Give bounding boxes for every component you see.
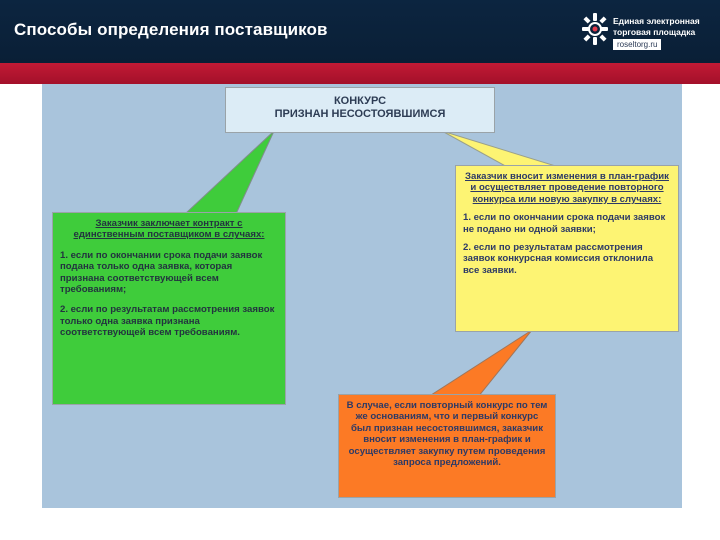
- connector-title-to-green: [185, 131, 274, 214]
- page-title: Способы определения поставщиков: [14, 20, 328, 39]
- yellow-box-item-1: 1. если по окончании срока подачи заявок не подано ни одной заявки;: [463, 212, 666, 235]
- yellow-box-heading: Заказчик вносит изменения в план-график и осуществляет проведение повторного конкурса или новую закупку в случаях:: [465, 171, 669, 205]
- single-supplier-box: [52, 212, 286, 405]
- orange-box-text: В случае, если повторный конкурс по тем же основаниям, что и первый конкурс был признан несостоявшимся, заказчик вносит изменения в план-график и осуществляет закупку путем проведения запроса предложений.: [346, 400, 548, 469]
- green-box-item-2: 2. если по результатам рассмотрения заявок только одна заявка признана соответствующей всем требованиям.: [60, 304, 275, 339]
- logo-line-2: торговая площадка: [613, 27, 696, 37]
- title-line-2: ПРИЗНАН НЕСОСТОЯВШИМСЯ: [274, 108, 446, 120]
- logo-url[interactable]: roseltorg.ru: [613, 39, 661, 50]
- logo-line-1: Единая электронная: [613, 16, 700, 26]
- green-box-item-1: 1. если по окончании срока подачи заявок подана только одна заявка, которая признана соответствующей всем требованиям;: [60, 249, 263, 296]
- yellow-box-item-2: 2. если по результатам рассмотрения заявок конкурсная комиссия отклонила все заявки.: [463, 242, 654, 276]
- repeat-tender-box: [455, 165, 679, 332]
- contest-failed-box: [225, 87, 495, 133]
- request-proposals-box: [338, 394, 556, 498]
- green-box-heading: Заказчик заключает контракт с единственным поставщиком в случаях:: [73, 218, 265, 241]
- title-line-1: КОНКУРС: [333, 95, 387, 107]
- connector-yellow-to-orange: [428, 330, 532, 397]
- connector-title-to-yellow: [442, 131, 562, 168]
